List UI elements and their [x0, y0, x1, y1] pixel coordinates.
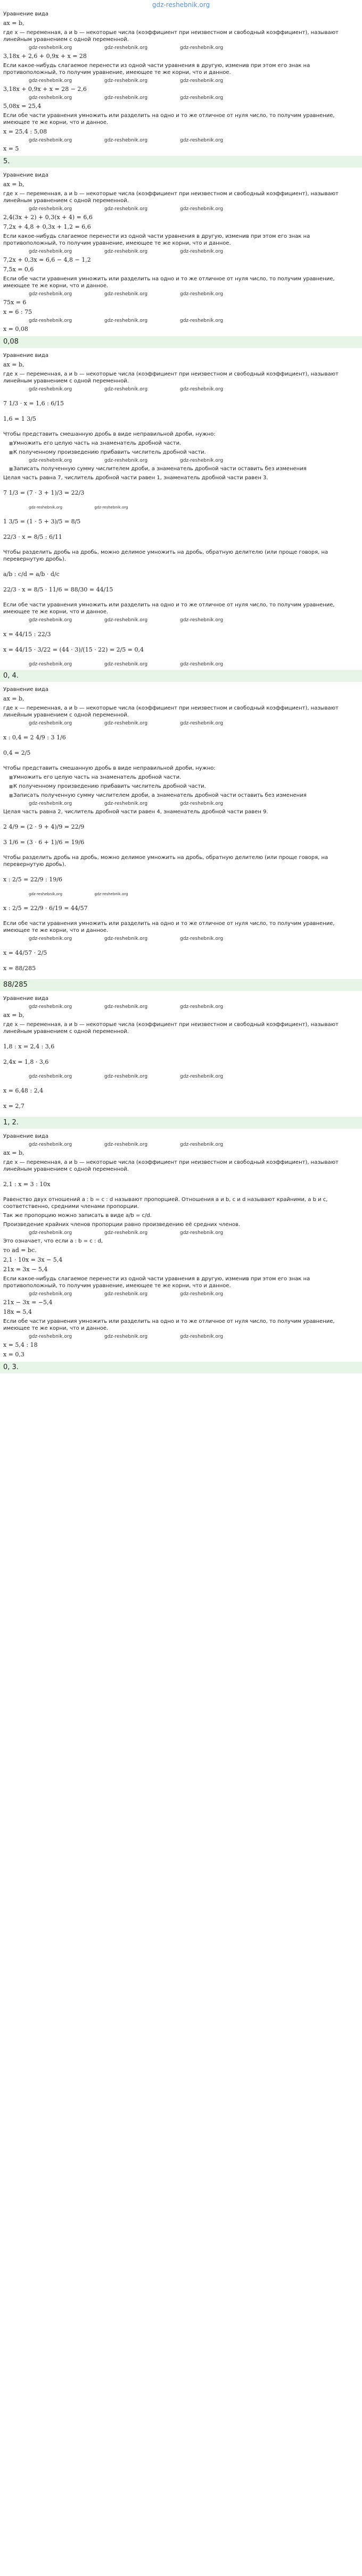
- whole-part-note: Целая часть равна 7, числитель дробной части равен 1, знаменатель дробной части равен 3.: [3, 475, 268, 481]
- watermark: gdz-reshebnik.org: [29, 892, 63, 896]
- equation-line: 18x = 5,4: [3, 1308, 32, 1315]
- watermark: gdz-reshebnik.org: [180, 78, 224, 84]
- equation-line: 7,5x = 0,6: [3, 266, 34, 273]
- watermark: gdz-reshebnik.org: [104, 1291, 148, 1297]
- watermark: gdz-reshebnik.org: [180, 1291, 224, 1297]
- watermark-row: [3, 720, 359, 727]
- equation-line: 22/3 · x = 8/5 : 6/11: [3, 533, 62, 540]
- watermark: gdz-reshebnik.org: [29, 1074, 72, 1079]
- watermark-row: [3, 1003, 359, 1011]
- linear-definition: где x — переменная, а и b — некоторые числа (коэффициент при неизвестном и свободный коэффициент), называют линейным уравнением с одной переменной.: [3, 191, 339, 204]
- equation-line: x = 2,7: [3, 1103, 24, 1110]
- equation-line: x = 44/57 · 2/5: [3, 949, 47, 956]
- equation-line: x = 5,4 : 18: [3, 1341, 38, 1348]
- equation-line: 7,2x + 4,8 + 0,3x + 1,2 = 6,6: [3, 223, 91, 230]
- watermark: gdz-reshebnik.org: [29, 206, 72, 212]
- bullet-icon: ■: [9, 793, 13, 798]
- answer-banner: [0, 1117, 362, 1129]
- step-text: Записать полученную сумму числителем дроби, а знаменатель дробной части оставить без изменения: [13, 793, 307, 798]
- watermark: gdz-reshebnik.org: [29, 78, 72, 84]
- watermark: gdz-reshebnik.org: [180, 801, 224, 806]
- watermark: gdz-reshebnik.org: [104, 249, 148, 254]
- division-rule: Чтобы разделить дробь на дробь, можно делимое умножить на дробь, обратную делителю (или проще говоря, на перевернутую дробь).: [3, 549, 328, 562]
- watermark: gdz-reshebnik.org: [104, 318, 148, 323]
- linear-form-label: Уравнение вида: [3, 11, 48, 17]
- equation-line: x : 2/5 = 22/9 · 6/19 = 44/57: [3, 905, 88, 912]
- watermark: gdz-reshebnik.org: [104, 78, 148, 84]
- watermark-row: [3, 317, 359, 324]
- linear-form-formula: ax = b,: [3, 695, 24, 702]
- watermark-row: [3, 457, 359, 464]
- linear-definition: где x — переменная, а и b — некоторые числа (коэффициент при неизвестном и свободный коэффициент), называют линейным уравнением с одной переменной.: [3, 371, 339, 384]
- watermark: gdz-reshebnik.org: [180, 318, 224, 323]
- multiply-rule: Если обе части уравнения умножить или разделить на одно и то же отличное от нуля число, то получим уравнение, имеющее те же корни, что и данное.: [3, 113, 335, 126]
- linear-form-formula: ax = b,: [3, 1149, 24, 1156]
- answer-value: 88/285: [3, 981, 28, 989]
- watermark: gdz-reshebnik.org: [104, 387, 148, 392]
- watermark: gdz-reshebnik.org: [104, 1230, 148, 1236]
- equation-line: 2,1 : x = 3 : 10x: [3, 1181, 51, 1188]
- linear-definition: где x — переменная, а и b — некоторые числа (коэффициент при неизвестном и свободный коэффициент), называют линейным уравнением с одной переменной.: [3, 1022, 339, 1035]
- bullet-icon: ■: [9, 441, 13, 446]
- watermark: gdz-reshebnik.org: [104, 662, 148, 667]
- section-7: [3, 685, 359, 991]
- watermark-row: [3, 386, 359, 393]
- watermark: gdz-reshebnik.org: [104, 1334, 148, 1339]
- watermark: gdz-reshebnik.org: [29, 505, 63, 510]
- watermark: gdz-reshebnik.org: [180, 1334, 224, 1339]
- watermark: gdz-reshebnik.org: [180, 458, 224, 463]
- watermark: gdz-reshebnik.org: [104, 45, 148, 51]
- linear-form-formula: ax = b,: [3, 20, 24, 27]
- watermark: gdz-reshebnik.org: [180, 45, 224, 51]
- site-header: [0, 0, 362, 10]
- bullet-icon: ■: [9, 784, 13, 789]
- linear-form-formula: ax = b,: [3, 181, 24, 188]
- watermark-row: [3, 504, 359, 511]
- whole-part-note: Целая часть равна 2, числитель дробной части равен 4, знаменатель дробной части равен 9.: [3, 809, 268, 815]
- proportion-definition: Равенство двух отношений a : b = c : d называют пропорцией. Отношения a и b, с и d называют крайними, а b и c, соответственно, средними членами пропорции.: [3, 1197, 328, 1210]
- equation-line: 5,08x = 25,4: [3, 103, 42, 110]
- linear-form-label: Уравнение вида: [3, 172, 48, 178]
- watermark: gdz-reshebnik.org: [29, 387, 72, 392]
- equation-line: 7,2x + 0,3x = 6,6 − 4,8 − 1,2: [3, 256, 91, 263]
- watermark-row: [3, 248, 359, 255]
- watermark: gdz-reshebnik.org: [29, 1142, 72, 1147]
- multiply-rule: Если обе части уравнения умножить или разделить на одно и то же отличное от нуля число, то получим уравнение, имеющее те же корни, что и данное.: [3, 921, 335, 933]
- watermark: gdz-reshebnik.org: [29, 618, 72, 623]
- watermark: gdz-reshebnik.org: [180, 1004, 224, 1010]
- linear-form-formula: ax = b,: [3, 361, 24, 368]
- watermark: gdz-reshebnik.org: [29, 45, 72, 51]
- equation-line: 1 3/5 = (1 · 5 + 3)/5 = 8/5: [3, 518, 81, 525]
- watermark: gdz-reshebnik.org: [29, 138, 72, 143]
- watermark: gdz-reshebnik.org: [29, 721, 72, 726]
- answer-value: 0,08: [3, 338, 19, 346]
- watermark: gdz-reshebnik.org: [104, 721, 148, 726]
- watermark-row: [3, 800, 359, 807]
- equation-line: 2,1 · 10x = 3x − 5,4: [3, 1256, 63, 1263]
- equation-line: 1,6 = 1 3/5: [3, 415, 36, 422]
- rule-step: [3, 448, 359, 457]
- equation-line: x = 5: [3, 145, 19, 152]
- equation-line: 21x = 3x − 5,4: [3, 1266, 48, 1273]
- watermark: gdz-reshebnik.org: [180, 387, 224, 392]
- equation-line: 0,4 = 2/5: [3, 749, 31, 756]
- watermark: gdz-reshebnik.org: [104, 206, 148, 212]
- equation-line: x : 2/5 = 22/9 : 19/6: [3, 876, 62, 883]
- section-5: [3, 171, 359, 348]
- equation-line: x = 44/15 : 22/3: [3, 631, 51, 638]
- linear-form-label: Уравнение вида: [3, 353, 48, 359]
- watermark: gdz-reshebnik.org: [104, 458, 148, 463]
- answer-value: 0, 4.: [3, 672, 19, 680]
- watermark: gdz-reshebnik.org: [104, 95, 148, 101]
- linear-definition: где x — переменная, а и b — некоторые числа (коэффициент при неизвестном и свободный коэффициент), называют линейным уравнением с одной переменной.: [3, 705, 339, 718]
- answer-banner: [0, 336, 362, 348]
- rule-step: [3, 464, 359, 473]
- watermark: gdz-reshebnik.org: [29, 801, 72, 806]
- equation-line: x = 6 : 75: [3, 309, 32, 315]
- linear-definition: где x — переменная, а и b — некоторые числа (коэффициент при неизвестном и свободный коэффициент), называют линейным уравнением с одной переменной.: [3, 1160, 339, 1172]
- equation-line: x = 25,4 : 5,08: [3, 128, 47, 135]
- transfer-rule: Если какое-нибудь слагаемое перенести из одной части уравнения в другую, изменив при этом его знак на противоположный, то получим уравнение, имеющее те же корни, что и данное.: [3, 63, 310, 76]
- watermark: gdz-reshebnik.org: [29, 1291, 72, 1297]
- watermark-row: [3, 1333, 359, 1340]
- section-9: [3, 1132, 359, 1373]
- equation-line: 2,4x = 1,8 · 3,6: [3, 1058, 49, 1065]
- watermark: gdz-reshebnik.org: [104, 1004, 148, 1010]
- equation-line: 3,18x + 2,6 + 0,9x + x = 28: [3, 53, 87, 60]
- equation-line: 1,8 : x = 2,4 : 3,6: [3, 1043, 55, 1050]
- watermark: gdz-reshebnik.org: [180, 1142, 224, 1147]
- watermark-row: [3, 661, 359, 668]
- watermark: gdz-reshebnik.org: [180, 291, 224, 297]
- site-logo[interactable]: gdz-reshebnik.org: [152, 1, 210, 9]
- equation-line: 2 4/9 = (2 · 9 + 4)/9 = 22/9: [3, 823, 85, 830]
- step-text: К полученному произведению прибавить числитель дробной части.: [13, 449, 206, 455]
- watermark-row: [3, 77, 359, 85]
- watermark: gdz-reshebnik.org: [29, 291, 72, 297]
- watermark: gdz-reshebnik.org: [180, 95, 224, 101]
- linear-form-label: Уравнение вида: [3, 1133, 48, 1139]
- watermark-row: [3, 616, 359, 624]
- watermark: gdz-reshebnik.org: [29, 936, 72, 941]
- watermark: gdz-reshebnik.org: [29, 662, 72, 667]
- equation-line: x = 0,3: [3, 1351, 24, 1358]
- equation-line: 75x = 6: [3, 299, 27, 306]
- equation-line: 7 1/3 = (7 · 3 + 1)/3 = 22/3: [3, 489, 85, 496]
- watermark: gdz-reshebnik.org: [180, 721, 224, 726]
- step-text: Записать полученную сумму числителем дроби, а знаменатель дробной части оставить без изменения: [13, 466, 307, 472]
- watermark: gdz-reshebnik.org: [29, 249, 72, 254]
- section-6: [3, 351, 359, 682]
- answer-banner: [0, 670, 362, 682]
- bullet-icon: ■: [9, 466, 13, 471]
- equation-line: x = 0,08: [3, 326, 28, 332]
- page-content: [0, 10, 362, 1373]
- watermark-row: [3, 137, 359, 144]
- mixed-to-improper-rule: Чтобы представить смешанную дробь в виде неправильной дроби, нужно:: [3, 765, 216, 771]
- linear-definition: где x — переменная, а и b — некоторые числа (коэффициент при неизвестном и свободный коэффициент), называют линейным уравнением с одной переменной.: [3, 30, 339, 43]
- equation-line: 3 1/6 = (3 · 6 + 1)/6 = 19/6: [3, 839, 85, 846]
- watermark: gdz-reshebnik.org: [180, 618, 224, 623]
- watermark-row: [3, 44, 359, 52]
- rule-step: [3, 439, 359, 448]
- watermark: gdz-reshebnik.org: [180, 249, 224, 254]
- equation-line: x : 0,4 = 2 4/9 : 3 1/6: [3, 734, 66, 741]
- watermark-row: [3, 94, 359, 102]
- watermark-row: [3, 890, 359, 898]
- watermark: gdz-reshebnik.org: [29, 95, 72, 101]
- step-text: К полученному произведению прибавить числитель дробной части.: [13, 783, 206, 789]
- watermark: gdz-reshebnik.org: [29, 1004, 72, 1010]
- bullet-icon: ■: [9, 450, 13, 455]
- watermark: gdz-reshebnik.org: [29, 458, 72, 463]
- watermark-row: [3, 1073, 359, 1080]
- watermark: gdz-reshebnik.org: [94, 892, 128, 896]
- equation-line: 3,18x + 0,9x + x = 28 − 2,6: [3, 86, 87, 93]
- rule-step: [3, 791, 359, 800]
- equation-line: 21x − 3x = −5,4: [3, 1299, 53, 1306]
- watermark: gdz-reshebnik.org: [94, 505, 128, 510]
- multiply-rule: Если обе части уравнения умножить или разделить на одно и то же отличное от нуля число, то получим уравнение, имеющее те же корни, что и данное.: [3, 276, 335, 289]
- watermark: gdz-reshebnik.org: [104, 1142, 148, 1147]
- mixed-to-improper-rule: Чтобы представить смешанную дробь в виде неправильной дроби, нужно:: [3, 431, 216, 437]
- watermark-row: [3, 205, 359, 213]
- watermark: gdz-reshebnik.org: [104, 936, 148, 941]
- proportion-means: Это означает, что если a : b = c : d,: [3, 1238, 103, 1244]
- division-formula: a/b : c/d = a/b · d/c: [3, 571, 60, 578]
- linear-form-label: Уравнение вида: [3, 687, 48, 693]
- watermark: gdz-reshebnik.org: [180, 138, 224, 143]
- transfer-rule: Если какое-нибудь слагаемое перенести из одной части уравнения в другую, изменив при этом его знак на противоположный, то получим уравнение, имеющее те же корни, что и данное.: [3, 234, 310, 246]
- equation-line: 2,4(3x + 2) + 0,3(x + 4) = 6,6: [3, 214, 93, 221]
- multiply-rule: Если обе части уравнения умножить или разделить на одно и то же отличное от нуля число, то получим уравнение, имеющее те же корни, что и данное.: [3, 602, 335, 615]
- watermark-row: [3, 1141, 359, 1148]
- watermark: gdz-reshebnik.org: [180, 662, 224, 667]
- watermark-row: [3, 290, 359, 298]
- answer-value: 1, 2.: [3, 1119, 19, 1127]
- watermark: gdz-reshebnik.org: [180, 1230, 224, 1236]
- linear-form-formula: ax = b,: [3, 1012, 24, 1019]
- watermark: gdz-reshebnik.org: [104, 1074, 148, 1079]
- watermark: gdz-reshebnik.org: [29, 318, 72, 323]
- transfer-rule: Если какое-нибудь слагаемое перенести из одной части уравнения в другую, изменив при этом его знак на противоположный, то получим уравнение, имеющее те же корни, что и данное.: [3, 1276, 310, 1289]
- proportion-rule: Произведение крайних членов пропорции равно произведению её средних членов.: [3, 1222, 241, 1228]
- answer-value: 5.: [3, 157, 10, 165]
- watermark: gdz-reshebnik.org: [104, 618, 148, 623]
- proportion-fraction-form: Так же пропорцию можно записать в виде a/b = c/d.: [3, 1213, 152, 1219]
- answer-banner: [0, 1362, 362, 1373]
- division-rule: Чтобы разделить дробь на дробь, можно делимое умножить на дробь, обратную делителю (или проще говоря, на перевернутую дробь).: [3, 855, 328, 868]
- watermark: gdz-reshebnik.org: [29, 1334, 72, 1339]
- equation-line: 7 1/3 · x = 1,6 : 6/15: [3, 400, 64, 407]
- answer-banner: [0, 156, 362, 168]
- multiply-rule: Если обе части уравнения умножить или разделить на одно и то же отличное от нуля число, то получим уравнение, имеющее те же корни, что и данное.: [3, 1319, 335, 1331]
- section-4: [3, 10, 359, 168]
- rule-step: [3, 782, 359, 791]
- watermark-row: [3, 1229, 359, 1237]
- linear-form-label: Уравнение вида: [3, 996, 48, 1002]
- watermark: gdz-reshebnik.org: [180, 206, 224, 212]
- watermark: gdz-reshebnik.org: [180, 936, 224, 941]
- proportion-means-result: то ad = bc.: [3, 1247, 37, 1254]
- watermark: gdz-reshebnik.org: [104, 291, 148, 297]
- watermark: gdz-reshebnik.org: [29, 1230, 72, 1236]
- equation-line: x = 88/285: [3, 965, 36, 972]
- answer-banner: [0, 979, 362, 991]
- step-text: Умножить его целую часть на знаменатель дробной части.: [13, 774, 182, 780]
- bullet-icon: ■: [9, 775, 13, 780]
- watermark-row: [3, 935, 359, 943]
- answer-value: 0, 3.: [3, 1363, 19, 1371]
- watermark: gdz-reshebnik.org: [104, 138, 148, 143]
- equation-line: x = 6,48 : 2,4: [3, 1087, 44, 1094]
- watermark: gdz-reshebnik.org: [180, 1074, 224, 1079]
- rule-step: [3, 773, 359, 782]
- equation-line: 22/3 · x = 8/5 · 11/6 = 88/30 = 44/15: [3, 586, 113, 593]
- section-8: [3, 994, 359, 1129]
- watermark-row: [3, 1290, 359, 1298]
- step-text: Умножить его целую часть на знаменатель дробной части.: [13, 440, 182, 446]
- watermark: gdz-reshebnik.org: [104, 801, 148, 806]
- equation-line: x = 44/15 · 3/22 = (44 · 3)/(15 · 22) = 2/5 = 0,4: [3, 646, 144, 653]
